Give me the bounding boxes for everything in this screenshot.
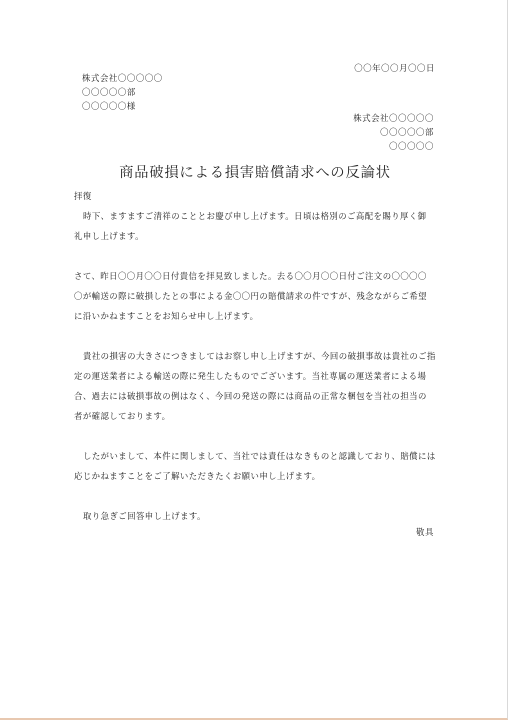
- paragraph-greeting: [74, 206, 439, 246]
- sender-company: 株式会社〇〇〇〇〇: [353, 113, 434, 123]
- closing-phrase: 敬具: [416, 527, 434, 537]
- paragraph-line: したがいまして、本件に関しまして、当社では責任はなきものと認識しており、賠償には: [83, 451, 436, 461]
- sender-person: 〇〇〇〇〇: [389, 141, 434, 151]
- paragraph-line: に沿いかねますことをお知らせ申し上げます。: [74, 311, 259, 321]
- sender-department: 〇〇〇〇〇部: [380, 127, 434, 137]
- paragraph-line: 貴社の損害の大きさにつきましてはお察し申し上げますが、今回の破損事故は貴社のご指: [83, 351, 436, 361]
- recipient-company: 株式会社〇〇〇〇〇: [82, 73, 163, 83]
- letter-title: 商品破損による損害賠償請求への反論状: [119, 165, 391, 181]
- letter-date: 〇〇年〇〇月〇〇日: [354, 63, 435, 73]
- paragraph-line: 応じかねますことをご了解いただきたくお願い申し上げます。: [74, 471, 321, 481]
- salutation: 拝復: [74, 191, 92, 201]
- paragraph-line: 合、過去には破損事故の例はなく、今回の発送の際には商品の正常な梱包を当社の担当の: [74, 391, 427, 401]
- paragraph-line: 取り急ぎご回答申し上げます。: [83, 511, 206, 521]
- paragraph-response: [74, 266, 439, 326]
- paragraph-line: さて、昨日〇〇月〇〇日付貴信を拝見致しました。去る〇〇月〇〇日付ご注文の〇〇〇〇: [74, 271, 427, 281]
- recipient-department: 〇〇〇〇〇部: [82, 87, 136, 97]
- paragraph-closing-remark: [74, 506, 439, 526]
- paragraph-line: 〇が輸送の際に破損したとの事による金〇〇円の賠償請求の件ですが、残念ながらご希望: [74, 291, 427, 301]
- paragraph-line: 時下、ますますご清祥のこととお慶び申し上げます。日頃は格別のご高配を賜り厚く御: [83, 211, 427, 221]
- paragraph-conclusion: [74, 446, 439, 486]
- paragraph-explanation: [74, 346, 439, 426]
- paragraph-line: 定の運送業者による輸送の際に発生したものでございます。当社専属の運送業者による場: [74, 371, 427, 381]
- letter-body: [74, 186, 439, 526]
- recipient-person: 〇〇〇〇〇様: [82, 101, 136, 111]
- paragraph-line: 礼申し上げます。: [74, 231, 144, 241]
- paragraph-line: 者が確認しております。: [74, 411, 171, 421]
